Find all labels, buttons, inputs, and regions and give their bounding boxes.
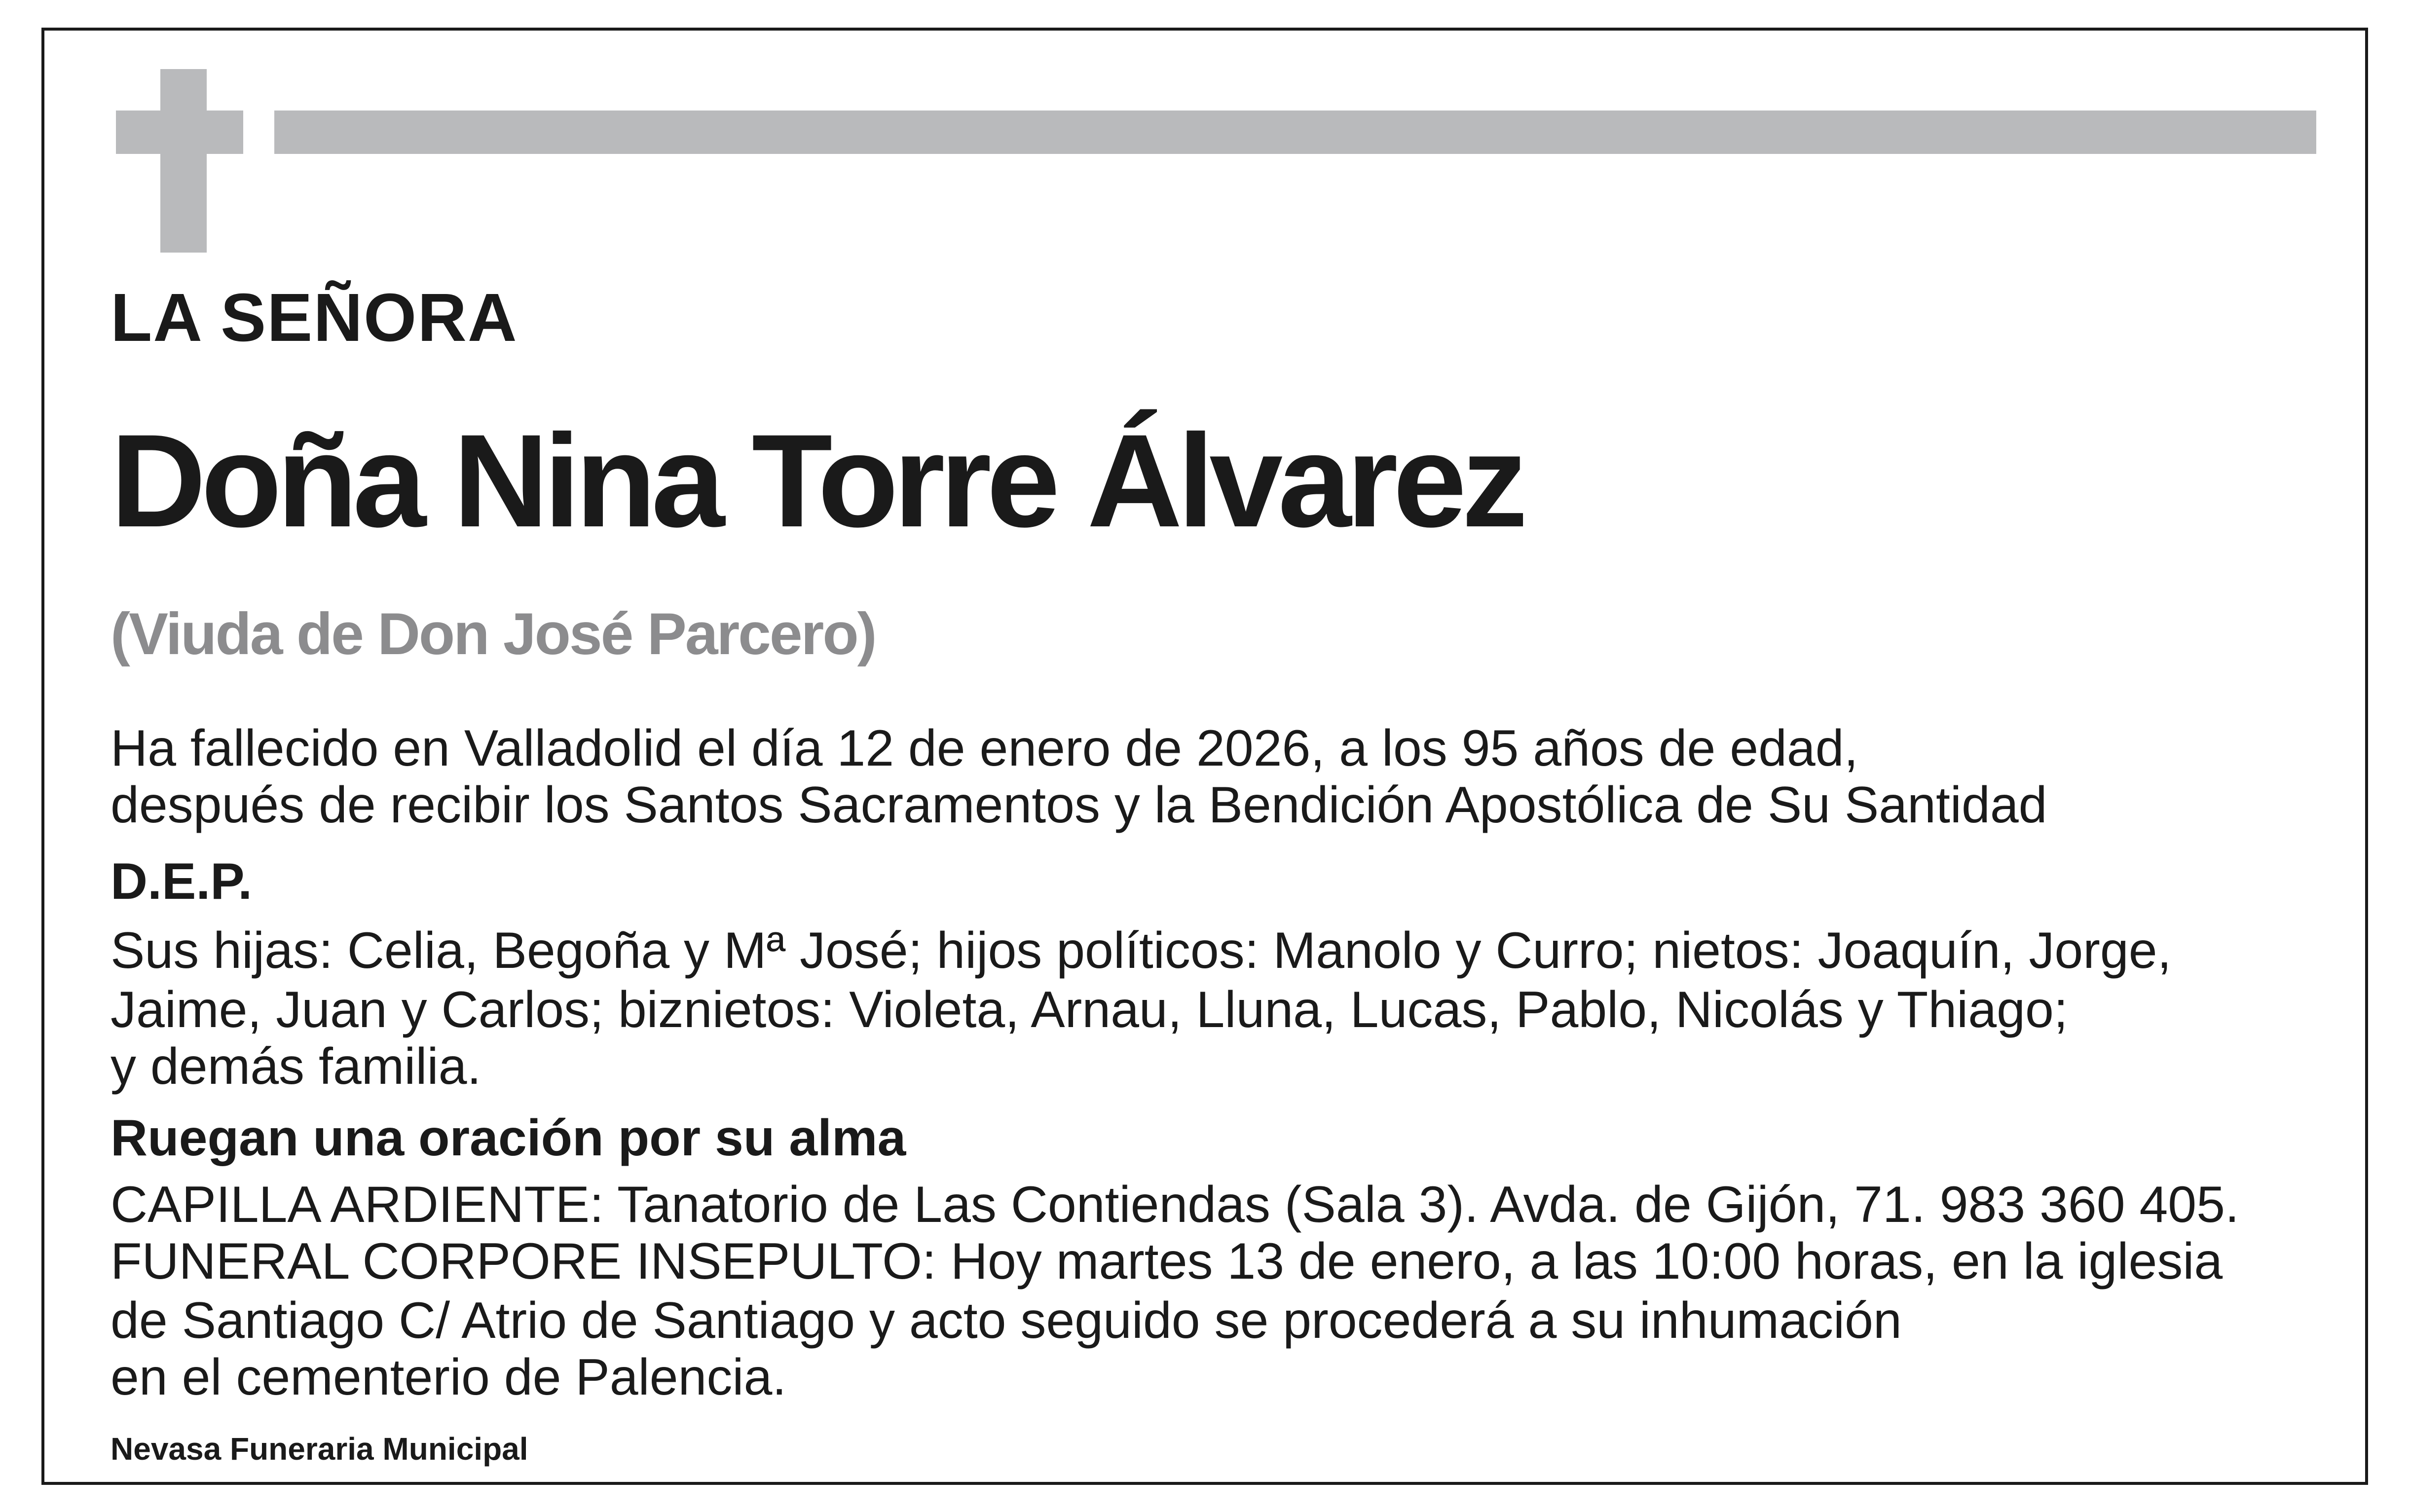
family-line: Sus hijas: Celia, Begoña y Mª José; hijos políticos: Manolo y Curro; nietos: Joaquín, Jorge, xyxy=(111,922,2172,979)
header-rule xyxy=(274,111,2316,154)
cross-vertical-bar xyxy=(160,69,207,253)
service-line: FUNERAL CORPORE INSEPULTO: Hoy martes 13 de enero, a las 10:00 horas, en la iglesia xyxy=(111,1233,2223,1290)
service-line: en el cementerio de Palencia. xyxy=(111,1349,787,1406)
prayer-line: Ruegan una oración por su alma xyxy=(111,1109,906,1167)
deceased-name: Doña Nina Torre Álvarez xyxy=(111,406,1523,554)
family-line: y demás familia. xyxy=(111,1038,482,1095)
death-line: después de recibir los Santos Sacramentos y la Bendición Apostólica de Su Santidad xyxy=(111,776,2047,834)
service-line: CAPILLA ARDIENTE: Tanatorio de Las Contiendas (Sala 3). Avda. de Gijón, 71. 983 360 405. xyxy=(111,1176,2239,1233)
dep-label: D.E.P. xyxy=(111,853,253,910)
funeral-home: Nevasa Funeraria Municipal xyxy=(111,1431,528,1467)
death-line: Ha fallecido en Valladolid el día 12 de enero de 2026, a los 95 años de edad, xyxy=(111,720,1858,777)
family-line: Jaime, Juan y Carlos; biznietos: Violeta, Arnau, Lluna, Lucas, Pablo, Nicolás y Thiago; xyxy=(111,981,2068,1038)
cross-horizontal-bar xyxy=(116,111,243,154)
widow-of-line: (Viuda de Don José Parcero) xyxy=(111,601,876,667)
notice-heading: LA SEÑORA xyxy=(111,280,518,356)
service-line: de Santiago C/ Atrio de Santiago y acto seguido se procederá a su inhumación xyxy=(111,1292,1902,1349)
